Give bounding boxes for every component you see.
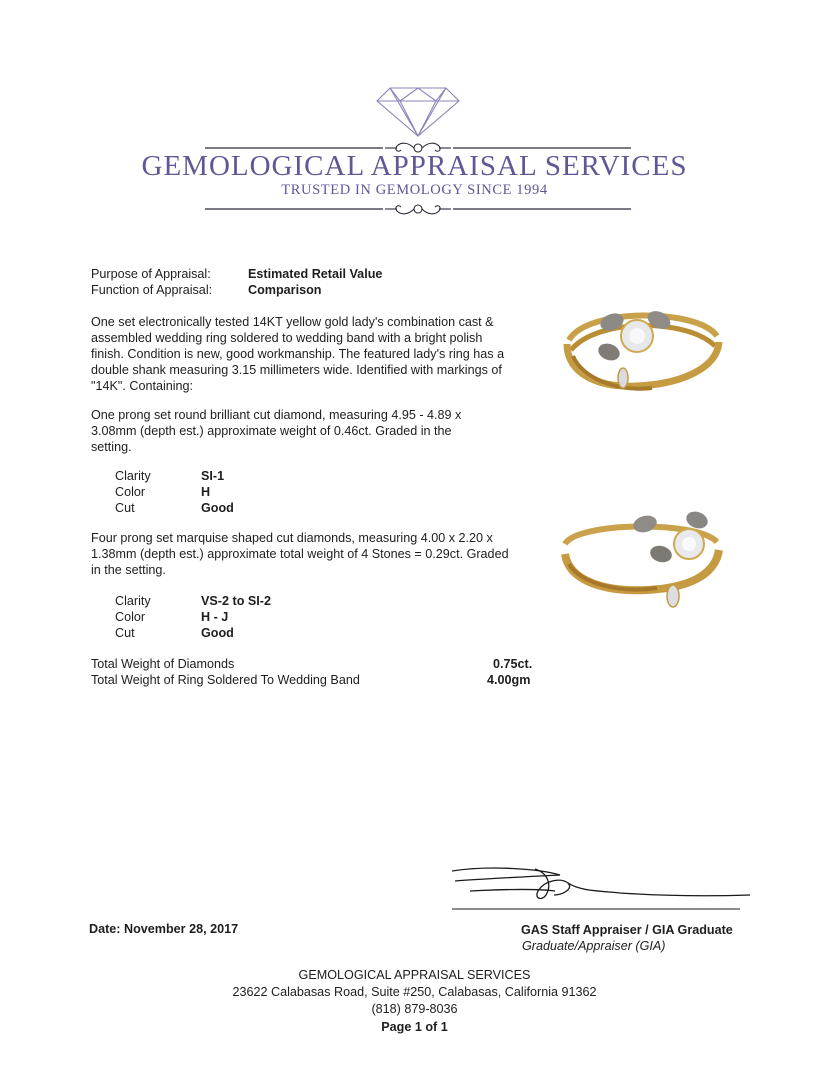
center-stone-description: One prong set round brilliant cut diamond, measuring 4.95 - 4.89 x 3.08mm (depth est.) approximate weight of 0.46ct. Graded in the setting. bbox=[91, 408, 462, 454]
side-clarity-value: VS-2 to SI-2 bbox=[201, 594, 271, 608]
purpose-value: Estimated Retail Value bbox=[248, 267, 383, 281]
footer-company: GEMOLOGICAL APPRAISAL SERVICES bbox=[298, 968, 531, 982]
function-label: Function of Appraisal: bbox=[91, 283, 213, 297]
company-name-logo: GEMOLOGICAL APPRAISAL SERVICES bbox=[141, 150, 688, 182]
side-clarity-label: Clarity bbox=[115, 594, 151, 608]
side-color-label: Color bbox=[115, 610, 146, 624]
center-clarity-label: Clarity bbox=[115, 469, 151, 483]
footer-address: 23622 Calabasas Road, Suite #250, Calabasas, California 91362 bbox=[232, 985, 597, 999]
diamond-logo-icon bbox=[375, 82, 461, 138]
page-number: Page 1 of 1 bbox=[381, 1020, 448, 1034]
purpose-label: Purpose of Appraisal: bbox=[91, 267, 211, 281]
center-cut-label: Cut bbox=[115, 501, 135, 515]
side-color-value: H - J bbox=[201, 610, 229, 624]
center-color-value: H bbox=[201, 485, 211, 499]
appraiser-title: GAS Staff Appraiser / GIA Graduate bbox=[521, 923, 733, 937]
side-stones-description: Four prong set marquise shaped cut diamonds, measuring 4.00 x 2.20 x 1.38mm (depth est.) approximate total weight of 4 Stones = 0.29ct. Graded in the setting. bbox=[91, 531, 509, 577]
company-tagline: TRUSTED IN GEMOLOGY SINCE 1994 bbox=[281, 182, 548, 198]
total-ring-weight-value: 4.00gm bbox=[487, 673, 531, 687]
center-clarity-value: SI-1 bbox=[201, 469, 225, 483]
total-diamond-weight-label: Total Weight of Diamonds bbox=[91, 657, 235, 671]
ring-photo-top bbox=[557, 288, 727, 406]
center-color-label: Color bbox=[115, 485, 146, 499]
total-diamond-weight-value: 0.75ct. bbox=[493, 657, 533, 671]
appraiser-signature bbox=[450, 855, 770, 915]
ring-photo-bottom bbox=[557, 502, 727, 620]
appraisal-date: Date: November 28, 2017 bbox=[89, 922, 239, 936]
footer-phone: (818) 879-8036 bbox=[371, 1002, 458, 1016]
side-cut-label: Cut bbox=[115, 626, 135, 640]
item-description: One set electronically tested 14KT yellow gold lady's combination cast & assembled wedding ring soldered to wedding band with a bright polish finish. Condition is new, good workmanship. The featured lady's ring has a double shank measuring 3.15 millimeters wide. Identified with markings of "14K". Containing: bbox=[91, 315, 505, 393]
bottom-ornament-divider bbox=[205, 202, 631, 216]
side-cut-value: Good bbox=[201, 626, 234, 640]
function-value: Comparison bbox=[248, 283, 322, 297]
appraiser-subtitle: Graduate/Appraiser (GIA) bbox=[522, 939, 666, 953]
center-cut-value: Good bbox=[201, 501, 234, 515]
total-ring-weight-label: Total Weight of Ring Soldered To Wedding Band bbox=[91, 673, 360, 687]
